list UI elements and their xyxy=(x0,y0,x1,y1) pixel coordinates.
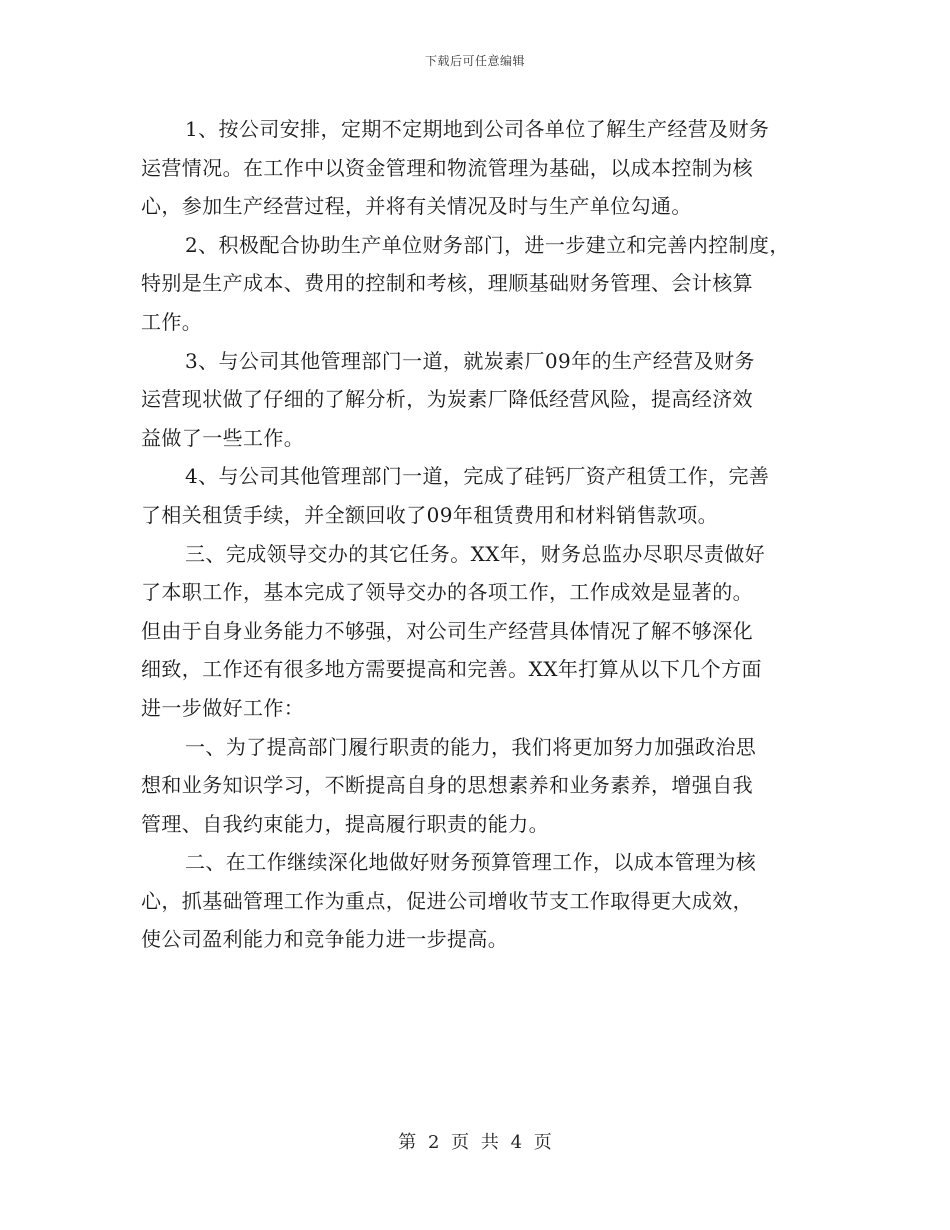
text-line: 使公司盈利能力和竞争能力进一步提高。 xyxy=(141,927,509,952)
text-line: 心，参加生产经营过程，并将有关情况及时与生产单位勾通。 xyxy=(141,194,692,219)
page-header: 下载后可任意编辑 xyxy=(424,54,525,68)
text-line: 二、在工作继续深化地做好财务预算管理工作，以成本管理为核 xyxy=(185,850,757,875)
text-line: 想和业务知识学习，不断提高自身的思想素养和业务素养，增强自我 xyxy=(141,773,753,798)
text-line: 3、与公司其他管理部门一道，就炭素厂09年的生产经营及财务 xyxy=(185,348,755,373)
page-footer: 第 2 页 共 4 页 xyxy=(398,1132,552,1153)
text-line: 三、完成领导交办的其它任务。XX年，财务总监办尽职尽责做好 xyxy=(185,541,766,566)
text-line: 运营现状做了仔细的了解分析，为炭素厂降低经营风险，提高经济效 xyxy=(141,387,753,412)
text-line: 2、积极配合协助生产单位财务部门，进一步建立和完善内控制度， xyxy=(185,232,790,257)
text-line: 了本职工作，基本完成了领导交办的各项工作，工作成效是显著的。 xyxy=(141,580,753,605)
text-line: 运营情况。在工作中以资金管理和物流管理为基础，以成本控制为核 xyxy=(141,155,753,180)
paragraph-7 xyxy=(141,843,817,959)
text-line: 了相关租赁手续，并全额回收了09年租赁费用和材料销售款项。 xyxy=(141,502,719,527)
text-line: 进一步做好工作： xyxy=(141,695,305,720)
paragraph-2 xyxy=(141,226,817,342)
text-line: 细致，工作还有很多地方需要提高和完善。XX年打算从以下几个方面 xyxy=(141,657,762,682)
text-line: 益做了一些工作。 xyxy=(141,425,305,450)
paragraph-1 xyxy=(141,110,817,226)
text-line: 1、按公司安排，定期不定期地到公司各单位了解生产经营及财务 xyxy=(185,117,770,141)
text-line: 工作。 xyxy=(141,309,203,334)
paragraph-5 xyxy=(141,535,817,728)
text-line: 心，抓基础管理工作为重点，促进公司增收节支工作取得更大成效， xyxy=(141,888,753,913)
text-line: 4、与公司其他管理部门一道，完成了硅钙厂资产租赁工作，完善 xyxy=(185,464,770,489)
text-line: 但由于自身业务能力不够强，对公司生产经营具体情况了解不够深化 xyxy=(141,618,753,643)
text-line: 管理、自我约束能力，提高履行职责的能力。 xyxy=(141,811,549,836)
paragraph-6 xyxy=(141,728,817,844)
text-line: 特别是生产成本、费用的控制和考核，理顺基础财务管理、会计核算 xyxy=(141,271,753,296)
document-body xyxy=(141,110,817,959)
paragraph-3 xyxy=(141,342,817,458)
paragraph-4 xyxy=(141,457,817,534)
text-line: 一、为了提高部门履行职责的能力，我们将更加努力加强政治思 xyxy=(185,734,757,759)
